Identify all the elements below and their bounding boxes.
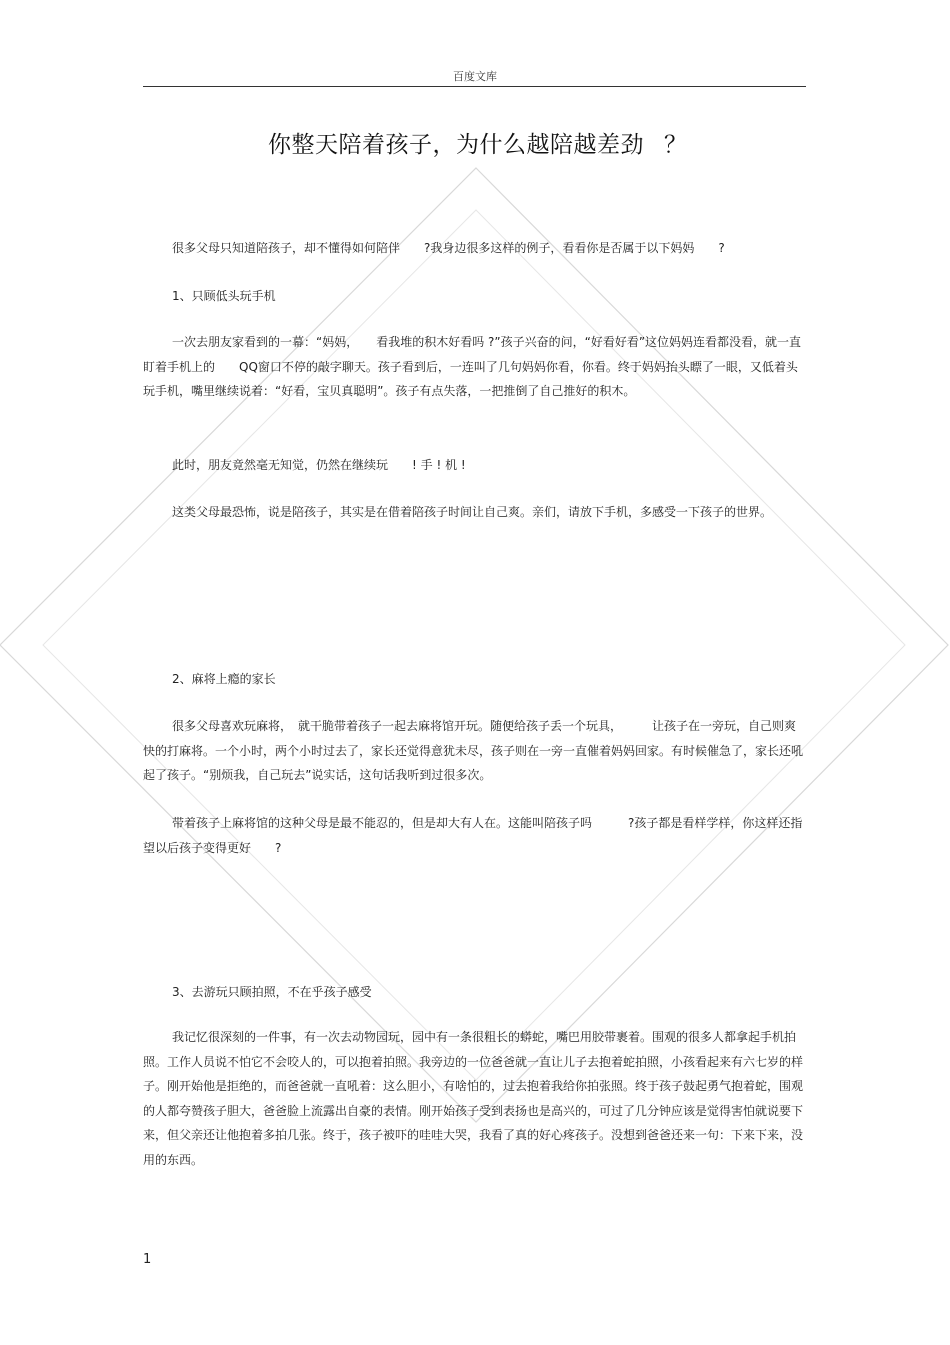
section-1-paragraph-1: 一次去朋友家看到的一幕：“妈妈， 看我堆的积木好看吗 ?”孩子兴奋的问，“好看好看”这位妈妈连看都没看，就一直盯着手机上的 QQ窗口不停的敲字聊天。孩子看到后，一连叫了几句妈妈你看，你看。终于妈妈抬头瞟了一眼，又低着头玩手机，嘴里继续说着：“好看，宝贝真聪明”。孩子有点失落，一把推倒了自己推好的积木。 [143, 335, 802, 398]
section-2-paragraph-1: 很多父母喜欢玩麻将， 就干脆带着孩子一起去麻将馆开玩。随便给孩子丢一个玩具， 让孩子在一旁玩，自己则爽快的打麻将。一个小时，两个小时过去了，家长还觉得意犹未尽，孩子则在一旁一直催着妈妈回家。有时候催急了，家长还吼起了孩子。“别烦我，自己玩去”说实话，这句话我听到过很多次。 [143, 719, 804, 782]
header-divider [143, 86, 806, 87]
section-1-heading: 1、只顾低头玩手机 [172, 289, 276, 303]
title-text: 你整天陪着孩子，为什么越陪越差劲 [268, 132, 644, 158]
intro-paragraph: 很多父母只知道陪孩子，却不懂得如何陪伴 ?我身边很多这样的例子，看看你是否属于以下妈妈 ? [172, 241, 725, 255]
section-3-heading: 3、去游玩只顾拍照，不在乎孩子感受 [172, 985, 372, 999]
header-site-name: 百度文库 [453, 70, 497, 83]
section-2-paragraph-2: 带着孩子上麻将馆的这种父母是最不能忍的，但是却大有人在。这能叫陪孩子吗 ?孩子都是看样学样，你这样还指望以后孩子变得更好 ? [143, 816, 803, 855]
page-title [268, 126, 768, 159]
section-1-paragraph-2: 此时，朋友竟然毫无知觉，仍然在继续玩 ! 手 ! 机 ! [172, 458, 466, 472]
watermark-outer-diamond [0, 168, 948, 1122]
section-2-heading: 2、麻将上瘾的家长 [172, 672, 276, 686]
section-3-paragraph-1: 我记忆很深刻的一件事，有一次去动物园玩，园中有一条很粗长的蟒蛇，嘴巴用胶带裹着。围观的很多人都拿起手机拍照。工作人员说不怕它不会咬人的，可以抱着拍照。我旁边的一位爸爸就一直让儿子去抱着蛇拍照，小孩看起来有六七岁的样子。刚开始他是拒绝的，而爸爸就一直吼着：这么胆小，有啥怕的，过去抱着我给你拍张照。终于孩子鼓起勇气抱着蛇，围观的人都夸赞孩子胆大，爸爸脸上流露出自豪的表情。刚开始孩子受到表扬也是高兴的，可过了几分钟应该是觉得害怕就说要下来，但父亲还让他抱着多拍几张。终于，孩子被吓的哇哇大哭，我看了真的好心疼孩子。没想到爸爸还来一句：下来下来，没用的东西。 [143, 1030, 804, 1167]
title-question-mark: ？ [664, 132, 688, 158]
page-number: 1 [143, 1252, 152, 1267]
section-1-paragraph-3: 这类父母最恐怖，说是陪孩子，其实是在借着陪孩子时间让自己爽。亲们，请放下手机，多感受一下孩子的世界。 [172, 505, 773, 519]
